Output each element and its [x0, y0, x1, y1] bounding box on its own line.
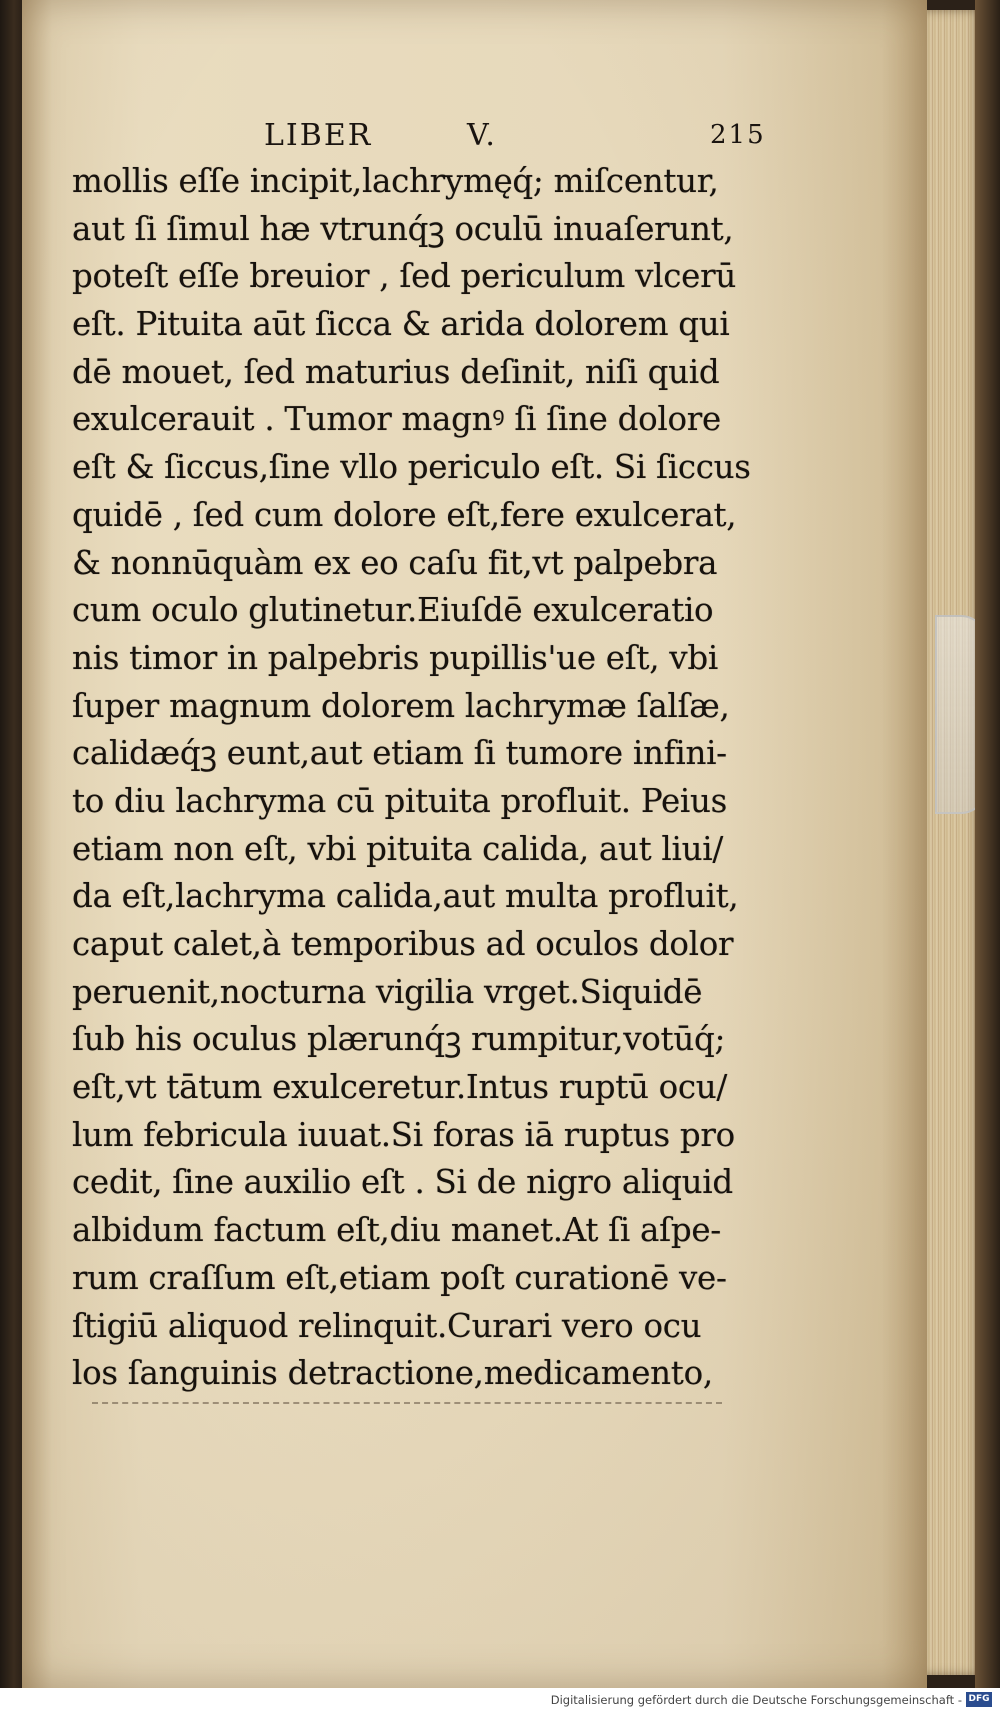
text-line: aut ſi ſimul hæ vtrunq́ꝫ oculū inuaſerunt,	[72, 209, 734, 248]
footer-bar	[0, 1688, 1000, 1713]
text-line: eſt & ſiccus,ſine vllo periculo eſt. Si ſiccus	[72, 448, 751, 487]
book-page	[22, 0, 927, 1688]
binding-shadow	[975, 0, 1000, 1713]
text-line: eſt,vt tātum exulceretur.Intus ruptū ocu/	[72, 1068, 728, 1107]
text-line: to diu lachryma cū pituita profluit. Peius	[72, 781, 727, 820]
bottom-rule	[92, 1402, 722, 1404]
text-line: cum oculo glutinetur.Eiuſdē exulceratio	[72, 591, 714, 630]
folio-number: 215	[710, 120, 766, 150]
page-stack-edge	[927, 10, 982, 1675]
text-line: albidum factum eſt,diu manet.At ſi aſpe-	[72, 1211, 721, 1250]
text-line: rum craſſum eſt,etiam poſt curationē ve-	[72, 1258, 727, 1297]
text-line: nis timor in palpebris pupillis'ue eſt, vbi	[72, 638, 718, 677]
text-line: eſt. Pituita aūt ſicca & arida dolorem qui	[72, 305, 730, 344]
text-line: dē mouet, ſed maturius deſinit, niſi quid	[72, 352, 720, 391]
text-line: ſuper magnum dolorem lachrymæ ſalſæ,	[72, 686, 730, 725]
text-line: etiam non eſt, vbi pituita calida, aut liui/	[72, 829, 723, 868]
running-head-title: LIBER	[264, 118, 373, 153]
text-line: calidæq́ꝫ eunt,aut etiam ſi tumore infini-	[72, 734, 727, 773]
text-line: exulcerauit . Tumor magnꝰ ſi ſine dolore	[72, 400, 721, 439]
text-line: quidē , ſed cum dolore eſt,fere exulcerat,	[72, 495, 737, 534]
text-block	[72, 158, 777, 1398]
text-line: poteſt eſſe breuior , ſed periculum vlcerū	[72, 257, 736, 296]
text-line: ſub his oculus plærunq́ꝫ rumpitur,votūq́;	[72, 1020, 726, 1059]
text-line: & nonnūquàm ex eo caſu fit,vt palpebra	[72, 543, 718, 582]
text-line: los ſanguinis detractione,medicamento,	[72, 1354, 713, 1393]
text-line: lum febricula iuuat.Si foras iā ruptus pro	[72, 1115, 735, 1154]
footer-credit: Digitalisierung gefördert durch die Deutsche Forschungsgemeinschaft -	[550, 1693, 962, 1707]
text-line: ſtigiū aliquod relinquit.Curari vero ocu	[72, 1306, 702, 1345]
text-line: peruenit,nocturna vigilia vrget.Siquidē	[72, 972, 703, 1011]
text-line: cedit, ſine auxilio eſt . Si de nigro aliquid	[72, 1163, 733, 1202]
running-head	[22, 118, 927, 152]
dfg-logo: DFG	[966, 1692, 992, 1707]
running-head-book-number: V.	[467, 118, 497, 153]
text-line: mollis eſſe incipit,lachrymęq́; miſcentur,	[72, 162, 719, 200]
text-line: da eſt,lachryma calida,aut multa profluit,	[72, 877, 739, 916]
text-line: caput calet,à temporibus ad oculos dolor	[72, 925, 734, 963]
